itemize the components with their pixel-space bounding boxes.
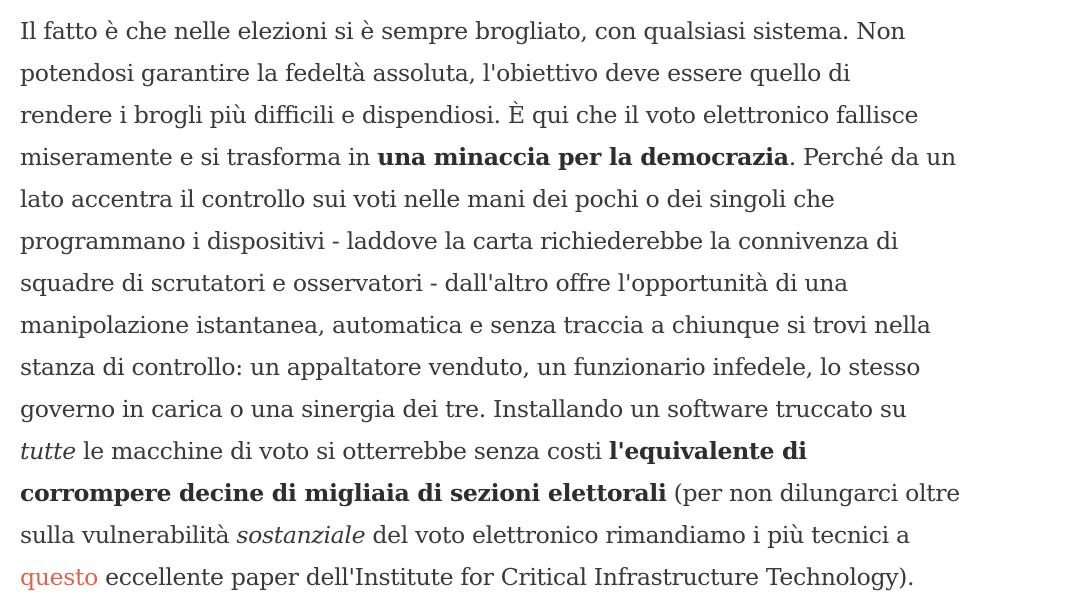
emphasis-bold: l'equivalente di corrompere decine di migliaia di sezioni elettorali [20, 437, 807, 507]
emphasis-italic: sostanziale [236, 521, 366, 549]
questo-link[interactable]: questo [20, 563, 98, 591]
text-segment: . Perché da un lato accentra il controllo sui voti nelle mani dei pochi o dei singoli che programmano i dispositivi - laddove la carta richiederebbe la connivenza di squadre di scrutatori e osservatori - dall'altro offre l'opportunità di una manipolazione istantanea, automatica e senza traccia a chiunque si trovi nella stanza di controllo: un appaltatore venduto, un funzionario infedele, lo stesso governo in carica o una sinergia dei tre. Installando un software truccato su [20, 143, 956, 423]
text-segment: del voto elettronico rimandiamo i più tecnici a [372, 521, 910, 549]
emphasis-italic: tutte [20, 437, 76, 465]
article-paragraph [20, 10, 1060, 598]
text-segment: le macchine di voto si otterrebbe senza costi [75, 437, 609, 465]
text-segment: (per non dilungarci oltre sulla vulnerabilità [20, 479, 960, 549]
emphasis-bold: una minaccia per la democrazia [377, 143, 789, 171]
text-segment: eccellente paper dell'Institute for Critical Infrastructure Technology). [97, 563, 915, 591]
text-segment: Il fatto è che nelle elezioni si è sempre brogliato, con qualsiasi sistema. Non potendosi garantire la fedeltà assoluta, l'obiettivo deve essere quello di rendere i brogli più difficili e dispendiosi. È qui che il voto elettronico fallisce miseramente e si trasforma in [20, 17, 919, 171]
